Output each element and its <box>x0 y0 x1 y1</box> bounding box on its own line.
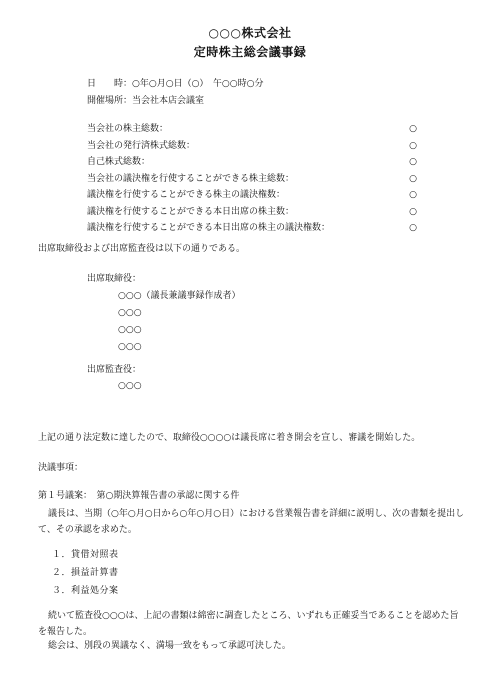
stat-label: 当会社の株主総数： <box>87 124 169 134</box>
director-name: ○○○（議長兼議事録作成者） <box>118 291 241 301</box>
stat-row <box>87 156 417 173</box>
directors-list <box>118 290 241 358</box>
document-item: ３．利益処分案 <box>52 586 119 596</box>
auditors-label: 出席監査役： <box>87 365 142 375</box>
stat-row <box>87 123 417 140</box>
shareholder-stats <box>87 123 417 239</box>
datetime-label: 日 時： <box>87 79 133 89</box>
stat-label: 議決権を行使することができる本日出席の株主数： <box>87 206 295 217</box>
director-name: ○○○ <box>118 308 142 318</box>
stat-row <box>87 206 417 223</box>
stat-label: 当会社の議決権を行使することができる株主総数： <box>87 173 295 184</box>
audit-report: 続いて監査役○○○は、上記の書類は綿密に調査したところ、いずれも正確妥当であることを認めた旨を報告した。 <box>38 611 459 637</box>
stat-row <box>87 173 417 190</box>
stat-value: ○ <box>409 173 417 184</box>
place-value: 当会社本店会議室 <box>132 96 205 106</box>
stat-label: 議決権を行使することができる本日出席の株主の議決権数： <box>87 223 331 233</box>
stat-row <box>87 189 417 206</box>
stat-value: ○ <box>409 206 417 217</box>
opening-statement: 上記の通り法定数に達したので、取締役○○○○は議長席に着き開会を宣し、審議を開始した。 <box>38 433 421 443</box>
stat-value: ○ <box>409 190 417 200</box>
stat-value: ○ <box>409 140 417 151</box>
stat-value: ○ <box>409 157 417 167</box>
document-item: ２．損益計算書 <box>52 568 119 578</box>
document-title: 定時株主総会議事録 <box>193 45 307 59</box>
stat-value: ○ <box>409 223 417 233</box>
directors-label: 出席取締役： <box>87 274 142 284</box>
stat-label: 自己株式総数： <box>87 157 151 167</box>
documents-list <box>52 549 119 603</box>
conclusion: 総会は、別段の異議なく、満場一致をもって承認可決した。 <box>48 641 291 651</box>
meeting-datetime <box>87 78 264 90</box>
auditors-list <box>118 380 142 397</box>
stat-row <box>87 140 417 157</box>
director-name: ○○○ <box>118 325 142 335</box>
director-name: ○○○ <box>118 342 142 352</box>
datetime-value: ○年○月○日（○） 午○○時○分 <box>132 79 264 89</box>
attendance-intro: 出席取締役および出席監査役は以下の通りである。 <box>38 244 246 254</box>
stat-value: ○ <box>409 124 417 134</box>
company-name: ○○○株式会社 <box>208 26 292 40</box>
stat-label: 当会社の発行済株式総数： <box>87 140 196 151</box>
stat-row <box>87 222 417 239</box>
stat-label: 議決権を行使することができる株主の議決権数： <box>87 190 286 200</box>
meeting-place <box>87 95 204 107</box>
agenda-paragraph: 議長は、当期（○年○月○日から○年○月○日）における営業報告書を詳細に説明し、次の書類を提出して、その承認を求めた。 <box>38 509 465 535</box>
auditor-name: ○○○ <box>118 381 142 391</box>
document-item: １．貸借対照表 <box>52 550 119 560</box>
place-label: 開催場所： <box>87 96 133 106</box>
resolutions-heading: 決議事項： <box>38 463 84 473</box>
agenda-heading: 第１号議案： 第○期決算報告書の承認に関する件 <box>38 491 240 501</box>
